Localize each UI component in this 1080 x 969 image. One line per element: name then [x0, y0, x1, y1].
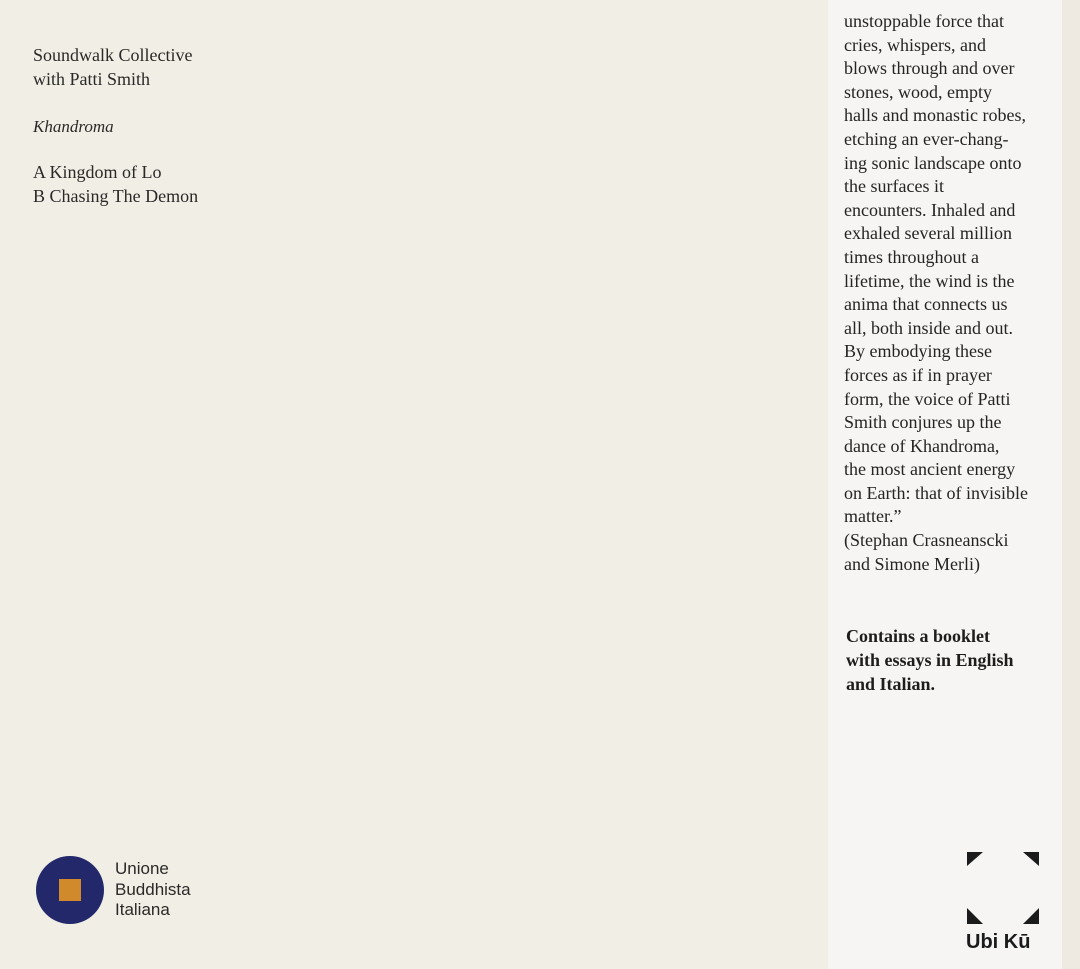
quote-line: times throughout a: [844, 246, 979, 267]
album-title: Khandroma: [33, 117, 114, 136]
note-line: and Italian.: [846, 674, 936, 694]
ubi-ku-logo-icon: [965, 850, 1041, 926]
quote-line: Smith conjures up the: [844, 412, 1002, 433]
quote-line: blows through and over: [844, 58, 1015, 79]
quote-line: halls and monastic robes,: [844, 105, 1026, 126]
quote-attribution: and Simone Merli): [844, 553, 980, 574]
logo-square: [59, 879, 81, 901]
quote-line: the surfaces it: [844, 176, 944, 197]
track-side-a: A Kingdom of Lo: [33, 162, 162, 182]
quote-line: encounters. Inhaled and: [844, 199, 1016, 220]
booklet-note: [846, 624, 1056, 696]
quote-line: all, both inside and out.: [844, 317, 1013, 338]
record-label-name: Ubi Kū: [966, 931, 1031, 953]
note-line: Contains a booklet: [846, 626, 991, 646]
note-line: with essays in English: [846, 650, 1014, 670]
artist-name: Soundwalk Collective: [33, 45, 193, 65]
quote-line: By embodying these: [844, 341, 992, 362]
track-side-b: B Chasing The Demon: [33, 186, 199, 206]
quote-line: exhaled several million: [844, 223, 1012, 244]
artist-featuring: with Patti Smith: [33, 69, 151, 89]
track-list: [33, 160, 198, 208]
corner-top-left: [967, 852, 983, 866]
publisher-line: Unione: [115, 859, 169, 878]
quote-line: anima that connects us: [844, 294, 1008, 315]
artist-credits: [33, 43, 192, 91]
publisher-line: Buddhista: [115, 879, 191, 899]
corner-top-right: [1023, 852, 1039, 866]
quote-line: cries, whispers, and: [844, 34, 986, 55]
quote-line: etching an ever-chang-: [844, 128, 1009, 149]
quote-line: lifetime, the wind is the: [844, 270, 1015, 291]
quote-line: ing sonic landscape onto: [844, 152, 1022, 173]
corner-bottom-right: [1023, 908, 1039, 924]
liner-quote: [844, 10, 1054, 576]
quote-line: unstoppable force that: [844, 11, 1004, 31]
quote-line: form, the voice of Patti: [844, 388, 1011, 409]
publisher-line: Italiana: [115, 900, 170, 919]
quote-line: stones, wood, empty: [844, 81, 992, 102]
quote-line: dance of Khandroma,: [844, 435, 1000, 456]
quote-line: matter.”: [844, 506, 902, 527]
publisher-name: [115, 859, 191, 921]
corner-bottom-left: [967, 908, 983, 924]
quote-line: the most ancient energy: [844, 459, 1016, 480]
quote-line: on Earth: that of invisible: [844, 482, 1028, 503]
quote-line: forces as if in prayer: [844, 364, 992, 385]
unione-buddhista-logo-icon: [36, 856, 104, 924]
quote-attribution: (Stephan Crasneanscki: [844, 530, 1009, 551]
